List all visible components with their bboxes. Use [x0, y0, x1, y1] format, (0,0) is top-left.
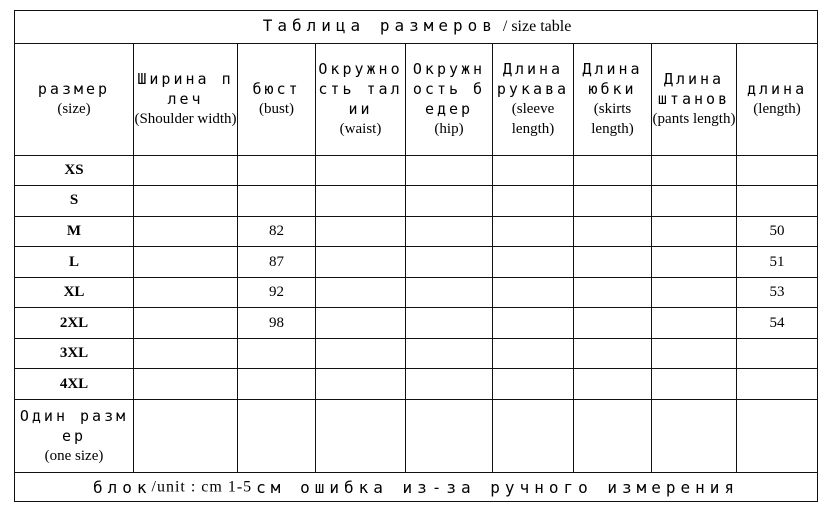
table-cell-bust [238, 186, 316, 217]
one-size-label [15, 400, 134, 473]
table-cell-skirts-length [574, 186, 652, 217]
header-pants-length-en: (pants length) [652, 111, 736, 128]
table-cell-hip [406, 155, 493, 186]
header-hip-ru: Окружность бедер [412, 60, 486, 119]
table-cell-length [737, 338, 818, 369]
header-waist-en: (waist) [339, 121, 382, 138]
table-cell-pants-length [652, 186, 737, 217]
table-cell-bust [238, 338, 316, 369]
header-size [15, 43, 134, 155]
table-cell-shoulder-width [134, 308, 238, 339]
table-cell-length: 51 [737, 247, 818, 278]
table-cell-hip [406, 400, 493, 473]
header-sleeve-length-ru: Длина рукава [496, 60, 570, 99]
table-cell-waist [316, 338, 406, 369]
table-cell-pants-length [652, 277, 737, 308]
table-cell-shoulder-width [134, 186, 238, 217]
table-row [15, 338, 818, 369]
size-table-body [15, 11, 818, 502]
table-cell-sleeve-length [493, 247, 574, 278]
table-row [15, 369, 818, 400]
footer-note: см ошибка из-за ручного измерения [256, 477, 740, 497]
table-cell-skirts-length [574, 277, 652, 308]
table-title-ru: Таблица размеров [262, 16, 497, 36]
footer-row [15, 473, 818, 502]
table-cell-waist [316, 216, 406, 247]
size-label: M [15, 216, 134, 247]
table-row [15, 186, 818, 217]
header-size-en: (size) [57, 101, 91, 118]
table-cell-sleeve-length [493, 400, 574, 473]
footer-unit: /unit : cm 1-5 [151, 478, 253, 496]
table-cell-sleeve-length [493, 338, 574, 369]
table-cell-skirts-length [574, 369, 652, 400]
table-cell-shoulder-width [134, 400, 238, 473]
table-row [15, 277, 818, 308]
header-waist-ru: Окружность талии [318, 60, 403, 119]
size-label: XL [15, 277, 134, 308]
header-shoulder-width-ru: Ширина плеч [137, 70, 234, 109]
table-cell-hip [406, 247, 493, 278]
header-length [737, 43, 818, 155]
table-cell-pants-length [652, 155, 737, 186]
header-bust-ru: бюст [252, 80, 301, 99]
table-cell-shoulder-width [134, 155, 238, 186]
table-cell-pants-length [652, 400, 737, 473]
table-cell-pants-length [652, 216, 737, 247]
table-cell-bust: 92 [238, 277, 316, 308]
header-bust [238, 43, 316, 155]
table-row [15, 247, 818, 278]
table-row [15, 216, 818, 247]
table-cell-waist [316, 400, 406, 473]
table-cell-waist [316, 277, 406, 308]
table-cell-skirts-length [574, 155, 652, 186]
table-cell-bust: 87 [238, 247, 316, 278]
table-cell-hip [406, 186, 493, 217]
header-hip [406, 43, 493, 155]
header-length-en: (length) [753, 101, 801, 118]
table-cell-sleeve-length [493, 277, 574, 308]
table-cell-bust: 98 [238, 308, 316, 339]
table-cell-shoulder-width [134, 247, 238, 278]
table-cell-skirts-length [574, 338, 652, 369]
table-cell-pants-length [652, 308, 737, 339]
table-row [15, 308, 818, 339]
header-sleeve-length [493, 43, 574, 155]
table-cell-shoulder-width [134, 277, 238, 308]
header-pants-length-ru: Длина штанов [657, 70, 731, 109]
table-cell-hip [406, 308, 493, 339]
table-cell-sleeve-length [493, 155, 574, 186]
table-row [15, 155, 818, 186]
header-waist [316, 43, 406, 155]
header-hip-en: (hip) [434, 121, 464, 138]
table-cell-sleeve-length [493, 216, 574, 247]
one-size-label-en: (one size) [44, 448, 104, 465]
table-cell-bust [238, 369, 316, 400]
size-label: XS [15, 155, 134, 186]
size-table [14, 10, 818, 502]
header-length-ru: длина [746, 80, 808, 99]
table-cell-shoulder-width [134, 369, 238, 400]
header-pants-length [652, 43, 737, 155]
table-cell-length: 53 [737, 277, 818, 308]
table-cell-length [737, 400, 818, 473]
table-cell-pants-length [652, 338, 737, 369]
header-shoulder-width-en: (Shoulder width) [134, 111, 237, 128]
table-cell-waist [316, 247, 406, 278]
header-size-ru: размер [37, 80, 111, 99]
table-cell-waist [316, 369, 406, 400]
table-cell-hip [406, 338, 493, 369]
table-cell-hip [406, 216, 493, 247]
table-cell-length [737, 155, 818, 186]
table-cell-hip [406, 369, 493, 400]
table-cell-pants-length [652, 369, 737, 400]
table-cell-length: 50 [737, 216, 818, 247]
table-cell-sleeve-length [493, 308, 574, 339]
table-cell-sleeve-length [493, 186, 574, 217]
header-bust-en: (bust) [259, 101, 294, 118]
table-cell-hip [406, 277, 493, 308]
measurement-note [15, 473, 818, 502]
header-skirts-length [574, 43, 652, 155]
header-skirts-length-ru: Длина юбки [582, 60, 643, 99]
one-size-row [15, 400, 818, 473]
table-cell-length: 54 [737, 308, 818, 339]
table-cell-sleeve-length [493, 369, 574, 400]
one-size-label-ru: Один размер [19, 407, 129, 446]
header-shoulder-width [134, 43, 238, 155]
header-row [15, 43, 818, 155]
footer-prefix: блок [92, 477, 152, 497]
table-cell-shoulder-width [134, 216, 238, 247]
size-table-container [14, 10, 817, 502]
table-cell-pants-length [652, 247, 737, 278]
table-cell-waist [316, 186, 406, 217]
table-cell-length [737, 186, 818, 217]
title-row [15, 11, 818, 44]
size-label: 4XL [15, 369, 134, 400]
table-cell-skirts-length [574, 247, 652, 278]
header-skirts-length-en: (skirts length) [591, 101, 634, 138]
table-cell-skirts-length [574, 308, 652, 339]
table-title [15, 11, 818, 44]
size-label: L [15, 247, 134, 278]
header-sleeve-length-en: (sleeve length) [511, 101, 555, 138]
size-label: 3XL [15, 338, 134, 369]
table-cell-bust: 82 [238, 216, 316, 247]
table-cell-shoulder-width [134, 338, 238, 369]
table-cell-bust [238, 400, 316, 473]
table-cell-bust [238, 155, 316, 186]
table-cell-skirts-length [574, 400, 652, 473]
table-title-en: / size table [502, 18, 572, 36]
table-cell-length [737, 369, 818, 400]
size-label: S [15, 186, 134, 217]
table-cell-waist [316, 155, 406, 186]
table-cell-waist [316, 308, 406, 339]
table-cell-skirts-length [574, 216, 652, 247]
size-label: 2XL [15, 308, 134, 339]
